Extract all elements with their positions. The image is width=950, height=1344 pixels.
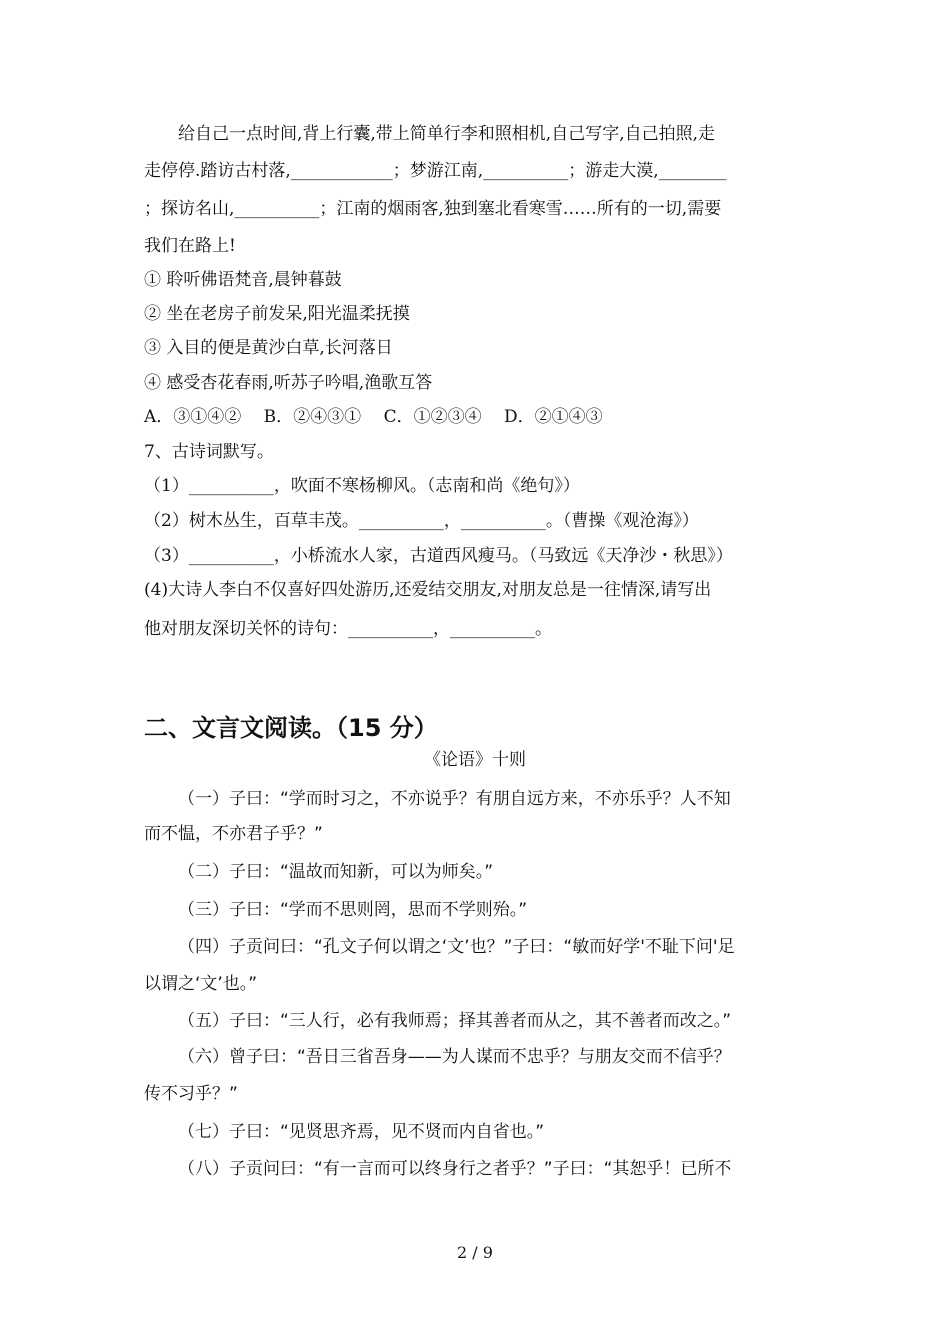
option-3: ③ 入目的便是黄沙白草,长河落日 — [144, 338, 393, 358]
text-title: 《论语》十则 — [424, 750, 526, 770]
page-number: 2 / 9 — [457, 1243, 493, 1262]
passage-line-2: 走停停.踏访古村落,____________；梦游江南,__________；游走大漠,________ — [144, 161, 727, 181]
question-7-item-4: (4)大诗人李白不仅喜好四处游历,还爱结交朋友,对朋友总是一往情深,请写出 — [144, 580, 712, 600]
analects-line-1: （一）子曰：“学而时习之，不亦说乎？有朋自远方来，不亦乐乎？人不知 — [178, 789, 731, 809]
question-7-item-2: （2）树木丛生，百草丰茂。__________，__________。（曹操《观沧海》） — [144, 511, 699, 531]
passage-line-4: 我们在路上! — [144, 236, 236, 256]
analects-line-11: （八）子贡问曰：“有一言而可以终身行之者乎？”子曰：“其恕乎！已所不 — [178, 1159, 732, 1179]
analects-line-6: 以谓之‘文’也。” — [144, 974, 258, 994]
question-7-item-4-cont: 他对朋友深切关怀的诗句：__________，__________。 — [144, 619, 552, 639]
answer-choices: A．③①④② B．②④③① C．①②③④ D．②①④③ — [144, 407, 603, 427]
analects-line-4: （三）子曰：“学而不思则罔，思而不学则殆。” — [178, 900, 528, 920]
passage-line-3: ；探访名山,__________；江南的烟雨客,独到塞北看寒雪……所有的一切,需要 — [144, 199, 722, 219]
option-2: ② 坐在老房子前发呆,阳光温柔抚摸 — [144, 304, 410, 324]
option-4: ④ 感受杏花春雨,听苏子吟唱,渔歌互答 — [144, 373, 433, 393]
analects-line-3: （二）子曰：“温故而知新，可以为师矣。” — [178, 862, 494, 882]
analects-line-7: （五）子曰：“三人行，必有我师焉；择其善者而从之，其不善者而改之。” — [178, 1011, 732, 1031]
analects-line-8: （六）曾子曰：“吾日三省吾身——为人谋而不忠乎？与朋友交而不信乎？ — [178, 1047, 731, 1067]
analects-line-10: （七）子曰：“见贤思齐焉，见不贤而内自省也。” — [178, 1122, 545, 1142]
question-7-title: 7、古诗词默写。 — [144, 442, 274, 462]
analects-line-5: （四）子贡问曰：“孔文子何以谓之‘文’也？”子曰：“敏而好学'不耻下问'足 — [178, 937, 735, 957]
section-heading: 二、文言文阅读。（15 分） — [144, 714, 438, 742]
option-1: ① 聆听佛语梵音,晨钟暮鼓 — [144, 270, 342, 290]
question-7-item-3: （3）__________，小桥流水人家，古道西风瘦马。（马致远《天净沙・秋思》） — [144, 546, 733, 566]
passage-line-1: 给自己一点时间,背上行囊,带上简单行李和照相机,自己写字,自己拍照,走 — [178, 124, 716, 144]
question-7-item-1: （1）__________，吹面不寒杨柳风。（志南和尚《绝句》） — [144, 476, 580, 496]
analects-line-9: 传不习乎？” — [144, 1084, 238, 1104]
analects-line-2: 而不愠，不亦君子乎？” — [144, 824, 323, 844]
